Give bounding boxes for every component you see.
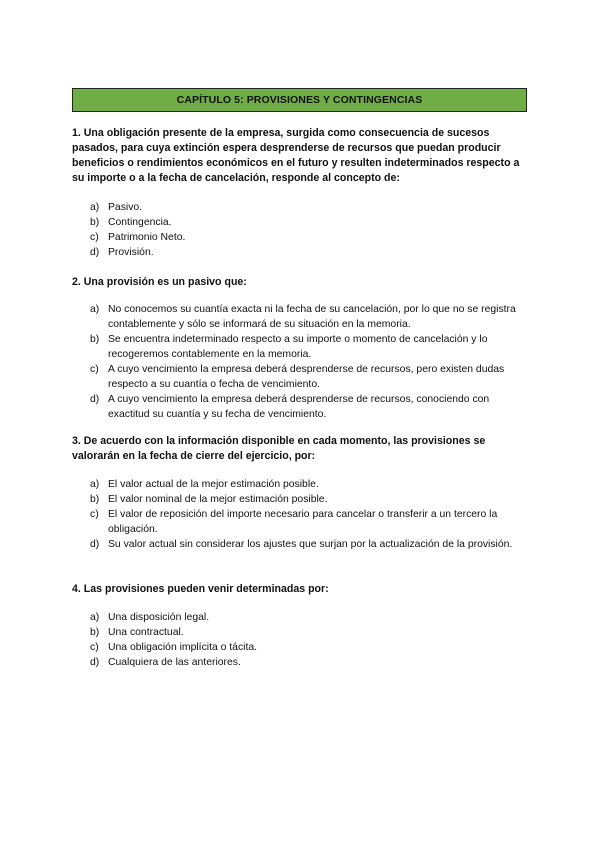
option-text: Cualquiera de las anteriores. <box>108 657 241 668</box>
option <box>90 610 530 625</box>
option <box>90 230 530 245</box>
option-letter: c) <box>90 509 99 520</box>
option-letter: d) <box>90 394 100 405</box>
option-text: El valor nominal de la mejor estimación posible. <box>108 494 328 505</box>
question-1-options <box>90 200 530 260</box>
option-letter: a) <box>90 202 100 213</box>
question-2: 2. Una provisión es un pasivo que: <box>72 276 247 288</box>
question-1: 1. Una obligación presente de la empresa, surgida como consecuencia de sucesos pasados, para cuya extinción espera desprenderse de recursos que puedan producir beneficios o rendimientos económicos en el futuro y resulten indeterminados respecto a su importe o a la fecha de cancelación, responde al concepto de: <box>72 127 520 184</box>
option-text: Pasivo. <box>108 202 143 213</box>
option-text: El valor actual de la mejor estimación posible. <box>108 479 319 490</box>
option <box>90 640 530 655</box>
option-letter: b) <box>90 217 100 228</box>
option-text: Una contractual. <box>108 627 184 638</box>
option-letter: d) <box>90 539 100 550</box>
option <box>90 655 530 670</box>
option <box>90 215 530 230</box>
option <box>90 625 530 640</box>
option-letter: c) <box>90 232 99 243</box>
option-text: Se encuentra indeterminado respecto a su importe o momento de cancelación y lo recogeremos contablemente en la memoria. <box>108 334 488 360</box>
option-text: No conocemos su cuantía exacta ni la fecha de su cancelación, por lo que no se registra contablemente y sólo se informará de su situación en la memoria. <box>108 304 516 330</box>
option-text: Una obligación implícita o tácita. <box>108 642 258 653</box>
option <box>90 392 530 422</box>
question-4-options <box>90 610 530 670</box>
option <box>90 200 530 215</box>
option-letter: a) <box>90 304 100 315</box>
option-letter: b) <box>90 334 100 345</box>
question-4: 4. Las provisiones pueden venir determinadas por: <box>72 583 329 595</box>
option-text: A cuyo vencimiento la empresa deberá desprenderse de recursos, pero existen dudas respecto a su cuantía o fecha de vencimiento. <box>108 364 505 390</box>
option-letter: b) <box>90 627 100 638</box>
question-3: 3. De acuerdo con la información disponible en cada momento, las provisiones se valorarán en la fecha de cierre del ejercicio, por: <box>72 435 486 462</box>
question-2-options <box>90 302 530 422</box>
option <box>90 537 530 552</box>
option-letter: a) <box>90 479 100 490</box>
option <box>90 507 530 537</box>
option-text: Una disposición legal. <box>108 612 210 623</box>
option <box>90 332 530 362</box>
option <box>90 245 530 260</box>
option-text: Su valor actual sin considerar los ajustes que surjan por la actualización de la provisión. <box>108 539 513 550</box>
option-text: A cuyo vencimiento la empresa deberá desprenderse de recursos, conociendo con exactitud su cuantía y su fecha de vencimiento. <box>108 394 490 420</box>
question-3-options <box>90 477 530 552</box>
option <box>90 477 530 492</box>
option-letter: c) <box>90 642 99 653</box>
option-text: Provisión. <box>108 247 154 258</box>
option <box>90 362 530 392</box>
option-letter: b) <box>90 494 100 505</box>
option-text: El valor de reposición del importe necesario para cancelar o transferir a un tercero la obligación. <box>108 509 498 535</box>
option-letter: d) <box>90 657 100 668</box>
option-text: Contingencia. <box>108 217 172 228</box>
option-letter: d) <box>90 247 100 258</box>
option-letter: a) <box>90 612 100 623</box>
chapter-title: CAPÍTULO 5: PROVISIONES Y CONTINGENCIAS <box>72 88 527 112</box>
option-letter: c) <box>90 364 99 375</box>
option-text: Patrimonio Neto. <box>108 232 186 243</box>
option <box>90 492 530 507</box>
option <box>90 302 530 332</box>
